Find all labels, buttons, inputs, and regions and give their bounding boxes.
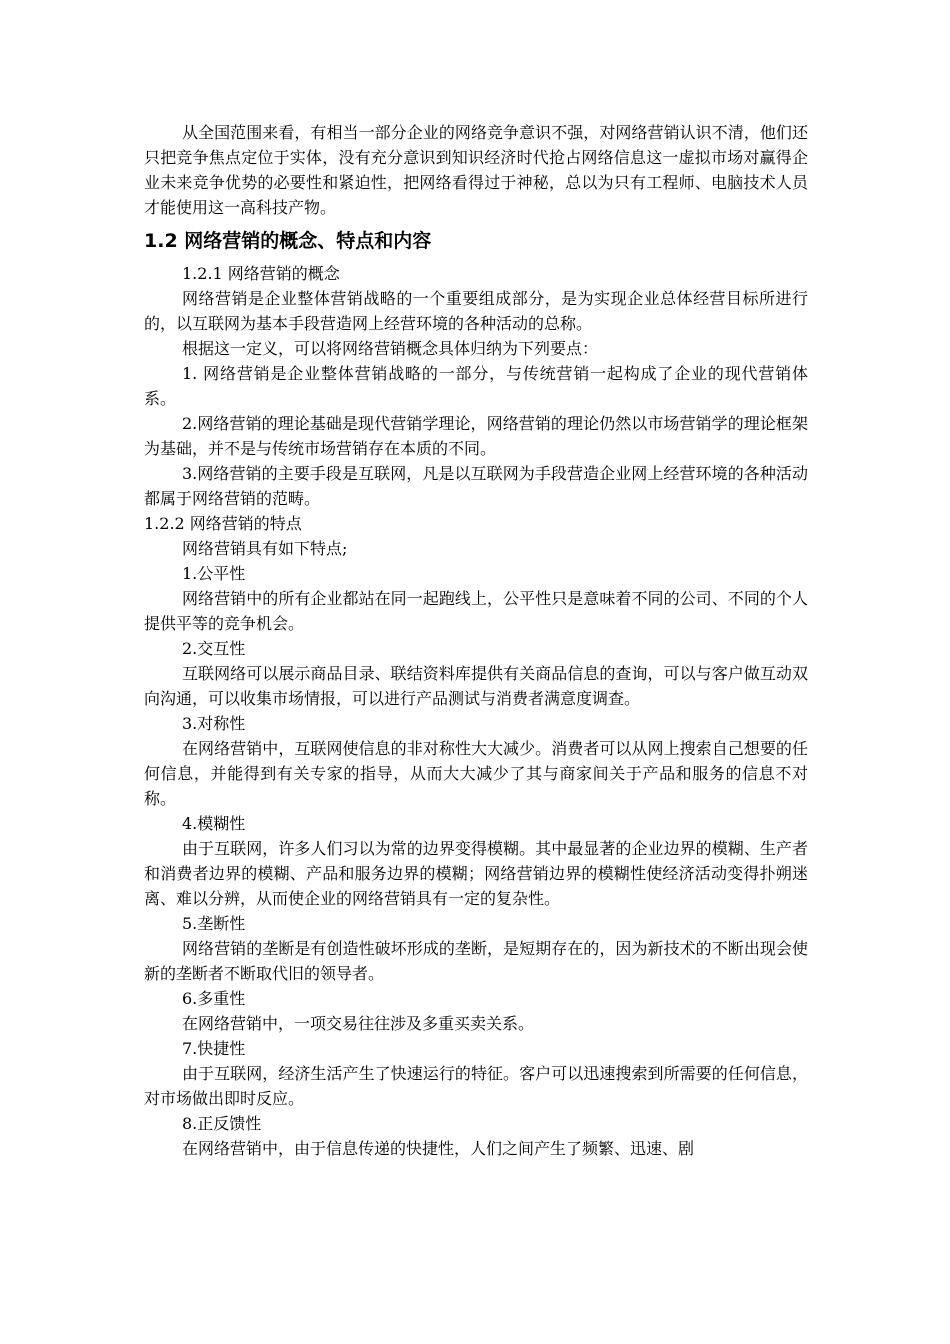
feature-title: 8.正反馈性 — [182, 1114, 262, 1133]
feature-text: 由于互联网，许多人们习以为常的边界变得模糊。其中最显著的企业边界的模糊、生产者和消费者边界的模糊、产品和服务边界的模糊；网络营销边界的模糊性使经济活动变得扑朔迷离、难以分辨，从而使企业的网络营销具有一定的复杂性。 — [144, 839, 808, 908]
intro-paragraph: 从全国范围来看，有相当一部分企业的网络竞争意识不强，对网络营销认识不清，他们还只把竞争焦点定位于实体，没有充分意识到知识经济时代抢占网络信息这一虚拟市场对赢得企业未来竞争优势的必要性和紧迫性，把网络看得过于神秘，总以为只有工程师、电脑技术人员才能使用这一高科技产物。 — [144, 123, 808, 217]
feature-title: 7.快捷性 — [182, 1039, 246, 1058]
section-title: 1.2 网络营销的概念、特点和内容 — [144, 230, 432, 252]
feature-text: 互联网络可以展示商品目录、联结资料库提供有关商品信息的查询，可以与客户做互动双向沟通，可以收集市场情报，可以进行产品测试与消费者满意度调查。 — [144, 664, 808, 708]
points-lead: 根据这一定义，可以将网络营销概念具体归纳为下列要点： — [182, 339, 599, 358]
feature-text: 在网络营销中，互联网使信息的非对称性大大减少。消费者可以从网上搜索自己想要的任何信息，并能得到有关专家的指导，从而大大减少了其与商家间关于产品和服务的信息不对称。 — [144, 739, 808, 808]
feature-text: 网络营销中的所有企业都站在同一起跑线上，公平性只是意味着不同的公司、不同的个人提供平等的竞争机会。 — [144, 589, 808, 633]
point-item: 3.网络营销的主要手段是互联网，凡是以互联网为手段营造企业网上经营环境的各种活动都属于网络营销的范畴。 — [144, 464, 808, 508]
subsection-heading-1-2-2: 1.2.2 网络营销的特点 — [144, 514, 302, 533]
subsection-heading-1-2-1: 1.2.1 网络营销的概念 — [182, 264, 340, 283]
feature-title: 1.公平性 — [182, 564, 246, 583]
feature-title: 4.模糊性 — [182, 814, 246, 833]
feature-text: 在网络营销中，一项交易往往涉及多重买卖关系。 — [182, 1014, 535, 1033]
features-lead: 网络营销具有如下特点; — [182, 539, 348, 558]
definition-paragraph: 网络营销是企业整体营销战略的一个重要组成部分，是为实现企业总体经营目标所进行的，以互联网为基本手段营造网上经营环境的各种活动的总称。 — [144, 289, 808, 333]
feature-text: 由于互联网，经济生活产生了快速运行的特征。客户可以迅速搜索到所需要的任何信息，对市场做出即时反应。 — [144, 1064, 808, 1108]
feature-title: 3.对称性 — [182, 714, 246, 733]
feature-title: 2.交互性 — [182, 639, 246, 658]
point-item: 2.网络营销的理论基础是现代营销学理论，网络营销的理论仍然以市场营销学的理论框架为基础，并不是与传统市场营销存在本质的不同。 — [144, 414, 808, 458]
feature-text: 网络营销的垄断是有创造性破坏形成的垄断，是短期存在的，因为新技术的不断出现会使新的垄断者不断取代旧的领导者。 — [144, 939, 808, 983]
feature-title: 5.垄断性 — [182, 914, 246, 933]
point-item: 1. 网络营销是企业整体营销战略的一部分，与传统营销一起构成了企业的现代营销体系。 — [144, 364, 808, 408]
document-body — [144, 120, 808, 1161]
feature-text: 在网络营销中，由于信息传递的快捷性，人们之间产生了频繁、迅速、剧 — [182, 1139, 695, 1158]
feature-title: 6.多重性 — [182, 989, 246, 1008]
